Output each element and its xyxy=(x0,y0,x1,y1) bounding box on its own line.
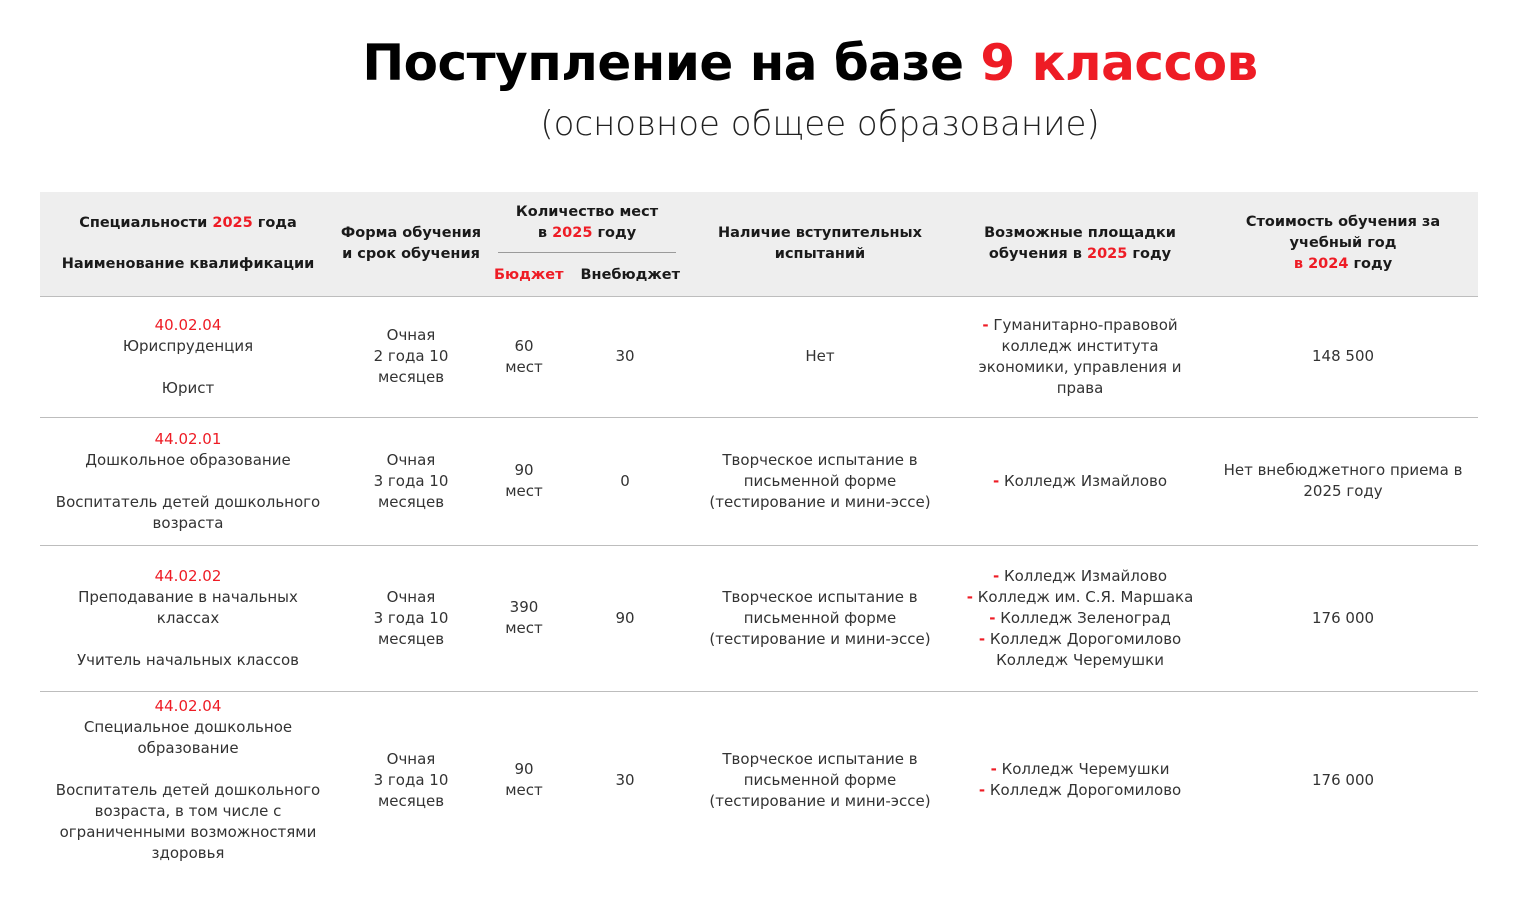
header-form: Форма обучения и срок обучения xyxy=(336,192,486,296)
cost-cell: 176 000 xyxy=(1312,770,1375,789)
header-nonbudget: Внебюджет xyxy=(580,266,681,283)
exams-cell: Творческое испытание в письменной форме (тестирование и мини-эссе) xyxy=(688,417,952,545)
exams-cell: Творческое испытание в письменной форме (тестирование и мини-эссе) xyxy=(688,545,952,691)
specialty-code: 44.02.04 xyxy=(154,697,222,716)
page-subtitle: (основное общее образование) xyxy=(540,104,1100,144)
nonbudget-cell: 90 xyxy=(562,545,688,691)
exams-cell: Творческое испытание в письменной форме (тестирование и мини-эссе) xyxy=(709,749,931,810)
header-budget: Бюджет xyxy=(494,266,564,283)
cost-cell: 176 000 xyxy=(1208,545,1478,691)
budget-cell: 60 мест xyxy=(486,296,562,417)
budget-cell: 90 мест xyxy=(505,760,543,800)
form-cell: Очная 2 года 10 месяцев xyxy=(336,296,486,417)
page-title xyxy=(0,34,1520,92)
cost-cell: Нет внебюджетного приема в 2025 году xyxy=(1208,417,1478,545)
nonbudget-cell: 0 xyxy=(562,417,688,545)
title-main: Поступление на базе xyxy=(362,34,981,92)
specialty-name: Специальное дошкольное образование xyxy=(83,718,293,758)
header-quantity: Количество мест в 2025 году Бюджет Внебюджет xyxy=(486,192,688,296)
sites-cell: - Колледж Черемушки - Колледж Дорогомилово xyxy=(978,760,1182,800)
sites-cell: - Колледж Измайлово - Колледж им. С.Я. Маршака - Колледж Зеленоград - Колледж Дорогомилово Колледж Черемушки xyxy=(952,545,1208,691)
sites-cell: - Гуманитарно-правовой колледж института экономики, управления и права xyxy=(952,296,1208,417)
header-cost: Стоимость обучения за учебный год в 2024 году xyxy=(1208,192,1478,296)
specialty-name: Юриспруденция xyxy=(122,336,254,355)
budget-cell: 90 мест xyxy=(486,417,562,545)
specialty-name: Дошкольное образование xyxy=(85,450,291,469)
specialty-cell xyxy=(40,296,336,417)
exams-cell: Нет xyxy=(688,296,952,417)
budget-cell: 390 мест xyxy=(486,545,562,691)
sites-cell: - Колледж Измайлово xyxy=(952,417,1208,545)
table-row xyxy=(40,417,1478,545)
qualification-name: Воспитатель детей дошкольного возраста xyxy=(55,492,321,532)
table-header-row xyxy=(40,192,1478,296)
specialty-cell xyxy=(40,545,336,691)
specialty-code: 44.02.01 xyxy=(154,429,222,448)
header-sites: Возможные площадки обучения в 2025 году xyxy=(952,192,1208,296)
specialty-name: Преподавание в начальных классах xyxy=(78,587,298,627)
specialty-code: 40.02.04 xyxy=(154,315,222,334)
form-cell: Очная 3 года 10 месяцев xyxy=(336,417,486,545)
header-specialty: Специальности 2025 года Наименование квалификации xyxy=(40,192,336,296)
header-exams: Наличие вступительных испытаний xyxy=(688,192,952,296)
table-row xyxy=(40,691,1478,869)
nonbudget-cell: 30 xyxy=(562,296,688,417)
nonbudget-cell: 30 xyxy=(615,770,635,789)
admission-table xyxy=(40,192,1478,869)
title-accent: 9 классов xyxy=(980,34,1258,92)
table-row xyxy=(40,296,1478,417)
table-row xyxy=(40,545,1478,691)
qualification-name: Учитель начальных классов xyxy=(76,650,300,669)
qualification-name: Юрист xyxy=(161,378,215,397)
specialty-cell xyxy=(40,691,336,869)
specialty-cell xyxy=(40,417,336,545)
specialty-code: 44.02.02 xyxy=(154,566,222,585)
qualification-name: Воспитатель детей дошкольного возраста, в том числе с ограниченными возможностями здоровья xyxy=(55,781,321,863)
form-cell: Очная 3 года 10 месяцев xyxy=(373,749,449,810)
cost-cell: 148 500 xyxy=(1208,296,1478,417)
form-cell: Очная 3 года 10 месяцев xyxy=(336,545,486,691)
